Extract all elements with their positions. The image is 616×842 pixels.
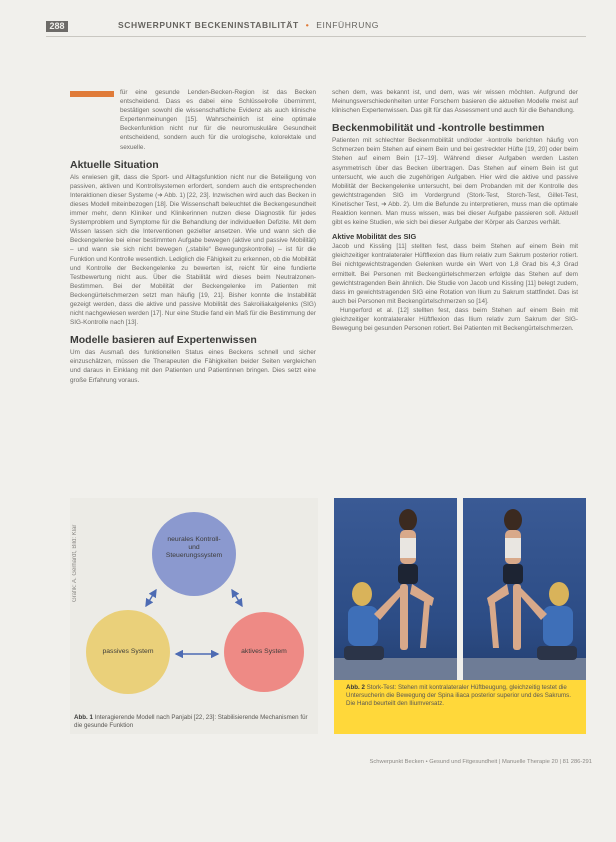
heading-beckenmobilitaet: Beckenmobilität und -kontrolle bestimmen: [332, 122, 545, 135]
paragraph-aktive-mobilitaet-2: Hungerford et al. [12] stellten fest, dass beim Stehen auf einem Bein mit gleichzeitiger kontralateraler Hüftflexion das Ilium relativ zum Sakrum der SIG-Bewegung bei gesunden Personen rotiert. Bei Patienten mit Beckengürtelschmerzen.: [332, 306, 578, 333]
intro-paragraph: für eine gesunde Lenden-Becken-Region ist das Becken entscheidend. Dass es dabei eine Schlüsselrolle übernimmt, bestätigen sowohl die wissenschaftliche Evidenz als auch klinische Expertenmeinungen [15]. Wahrscheinlich ist eine optimale Beckenfunktion nicht nur für die neuromuskuläre Gesundheit entscheidend, sondern auch für die urologische, kolorektale und sexuelle.: [120, 89, 316, 151]
label-passive-system: passives System: [102, 648, 154, 655]
paragraph-continuation: schen dem, was bekannt ist, und dem, was wir wissen möchten. Aufgrund der Meinungsverschiedenheiten unter Forschern basieren die aktuellen Modelle meist auf klinischen Expertenwissen. Das gilt für das Assessment und auch für die Behandlung.: [332, 89, 578, 115]
figure-2-caption: [346, 684, 578, 708]
heading-modelle: Modelle basieren auf Expertenwissen: [70, 334, 257, 347]
right-column: [332, 88, 578, 333]
page-footer: Schwerpunkt Becken • Gesund und Fitgesundheit | Manuelle Therapie 20 | 81 286-291: [369, 759, 592, 765]
figure-2-caption-text: Stork-Test: Stehen mit kontralateraler Hüftbeugung, gleichzeitig testet die Untersucherin die Bewegung der Spina iliaca posterior superior und des Sakrums. Die Hand beurteilt den Iliumversatz.: [346, 684, 571, 707]
figure-2-photos: [334, 498, 586, 734]
paragraph-modelle: Um das Ausmaß des funktionellen Status eines Beckens schnell und sicher einzuschätzen, müssen die Therapeuten die Fähigkeiten beider Seiten vergleichen und daraus in Einklang mit den Patienten und Patientinnen bringen. Dies setzt eine große Erfahrung voraus.: [70, 349, 316, 384]
figure-1-caption-text: Interagierende Modell nach Panjabi [22, 23]: Stabilisierende Mechanismen für die gesunde Funktion: [74, 714, 308, 729]
label-active-system: aktives System: [241, 648, 287, 655]
running-header: [118, 20, 379, 30]
header-separator: •: [305, 20, 310, 30]
arrow-control-active: [232, 590, 242, 606]
header-rule: [46, 36, 586, 37]
paragraph-beckenmobilitaet: Patienten mit schlechter Beckenmobilität und/oder -kontrolle berichten häufig von Schmerzen beim Stehen auf einem Bein und bei gestreckter Hüfte [19, 20] oder beim Stehen auf einem Bein [17–19]. Während dieser Aufgaben werden Lasten asymmetrisch über das Becken übertragen. Das Stehen auf einem Bein ist gut untersucht, wie auch die zugehörigen Aufgaben. Hier wird die aktive und passive Mobilität der Beckengelenke untersucht, bei dem Probanden mit der Kontrolle des gewichtstragenden SIG im Vordergrund (Stork-Test, Storch-Test, Gillet-Test, Kinetischer Test, ➜ Abb. 2). Um die Befunde zu interpretieren, muss man die optimale Reaktion kennen. Man muss wissen, was bei dieser Aufgabe passieren soll. Aktuell gibt es keine Studien, wie sich bei dieser Aufgabe der Körper als Ganzes verhält.: [332, 137, 578, 227]
figure-2-caption-box: [334, 680, 586, 734]
figure-2-caption-label: Abb. 2: [346, 684, 365, 691]
header-title: SCHWERPUNKT BECKENINSTABILITÄT: [118, 20, 299, 30]
header-subtitle: EINFÜHRUNG: [316, 20, 379, 30]
figure-1-caption-label: Abb. 1: [74, 714, 93, 721]
figure-1-credit: Grafik: A. Gerhardt, Bild: Klar: [72, 524, 78, 602]
paragraph-aktuelle-situation: Als erwiesen gilt, dass die Sport- und Alltagsfunktion nicht nur die Beteiligung von passiven, aktiven und Kontrollsystemen erfordert, sondern auch die entsprechenden Interaktionen dieser Systeme (➜ Abb. 1) [22, 23]. Inzwischen wird auch das Becken in dieses Modell miteinbezogen [18]. Die Wissenschaft beleuchtet die Beckengesundheit immer mehr, denn Kliniker und Klinikerinnen nutzen diese Diagnostik für jedes Systemproblem und Symptome für die Behandlung der individuellen Defizite. Mit dem Wissen lassen sich die Interventionen gezielter ansetzen. Wie und wann sich die Beckengelenke bei einer bestimmten Aufgabe bewegen (aktive und passive Mobilität) – und wann sie sich nicht bewegen („stabile“ Bewegungskontrolle) – ist für die Funktion und Kontrolle wesentlich. Lediglich die Fähigkeit zu erkennen, ob die Mobilität und Kontrolle der Beckengelenke zu bewerten ist, reicht für eine fundierte Testbewertung nicht aus. Über die Stabilität wird dieses beim Neutralzonen-Bestimmen. Bei der Mobilität der Beckengelenke im Patienten mit Beckengürtelschmerzen setzt man häufig [19, 21]. Bisher konnte die Instabilität gezeigt werden, dass die aktive und passive Mobilität des Sakroiliakalgelenks (SIG) nicht nachgewiesen werden [17]. Nur eine Studie fand ein Maß für die Bestimmung der SIG-Kontrolle nach [13].: [70, 173, 316, 327]
person-illustration-right: [463, 498, 586, 680]
figure-1-diagram: [70, 498, 318, 734]
left-column: [70, 88, 316, 385]
heading-aktuelle-situation: Aktuelle Situation: [70, 158, 159, 171]
panjabi-model-graphic: [70, 498, 318, 734]
figure-1-caption: [74, 714, 310, 730]
photo-stork-test-right: [463, 498, 586, 680]
label-control-system: neurales Kontroll- und Steuerungssystem: [165, 536, 223, 559]
arrow-control-passive: [146, 590, 156, 606]
page-number: 288: [46, 21, 68, 32]
heading-aktive-mobilitaet: Aktive Mobilität des SIG: [332, 232, 417, 242]
person-illustration-left: [334, 498, 457, 680]
paragraph-aktive-mobilitaet: Jacob und Kissling [11] stellten fest, dass beim Stehen auf einem Bein mit gleichzeitiger kontralateraler Hüftflexion das Ilium relativ zum Sakrum posterior rotiert. Bei nichtgewichtstragenden Gelenken wurde ein Wert von 1,8 Grad bis 4,3 Grad ermittelt. Bei Personen mit Beckengürtelschmerzen erfolgte das Stehen auf dem gewichtstragenden Bein ähnlich. Die Studie von Jacob und Kissling [11] belegt zudem, dass im gewichtstragenden SIG eine Rotation von Ilium zu Sakrum stattfindet. Das ist auch bei Personen mit Beckengürtelschmerzen so [14].: [332, 243, 578, 305]
photo-stork-test-left: [334, 498, 457, 680]
